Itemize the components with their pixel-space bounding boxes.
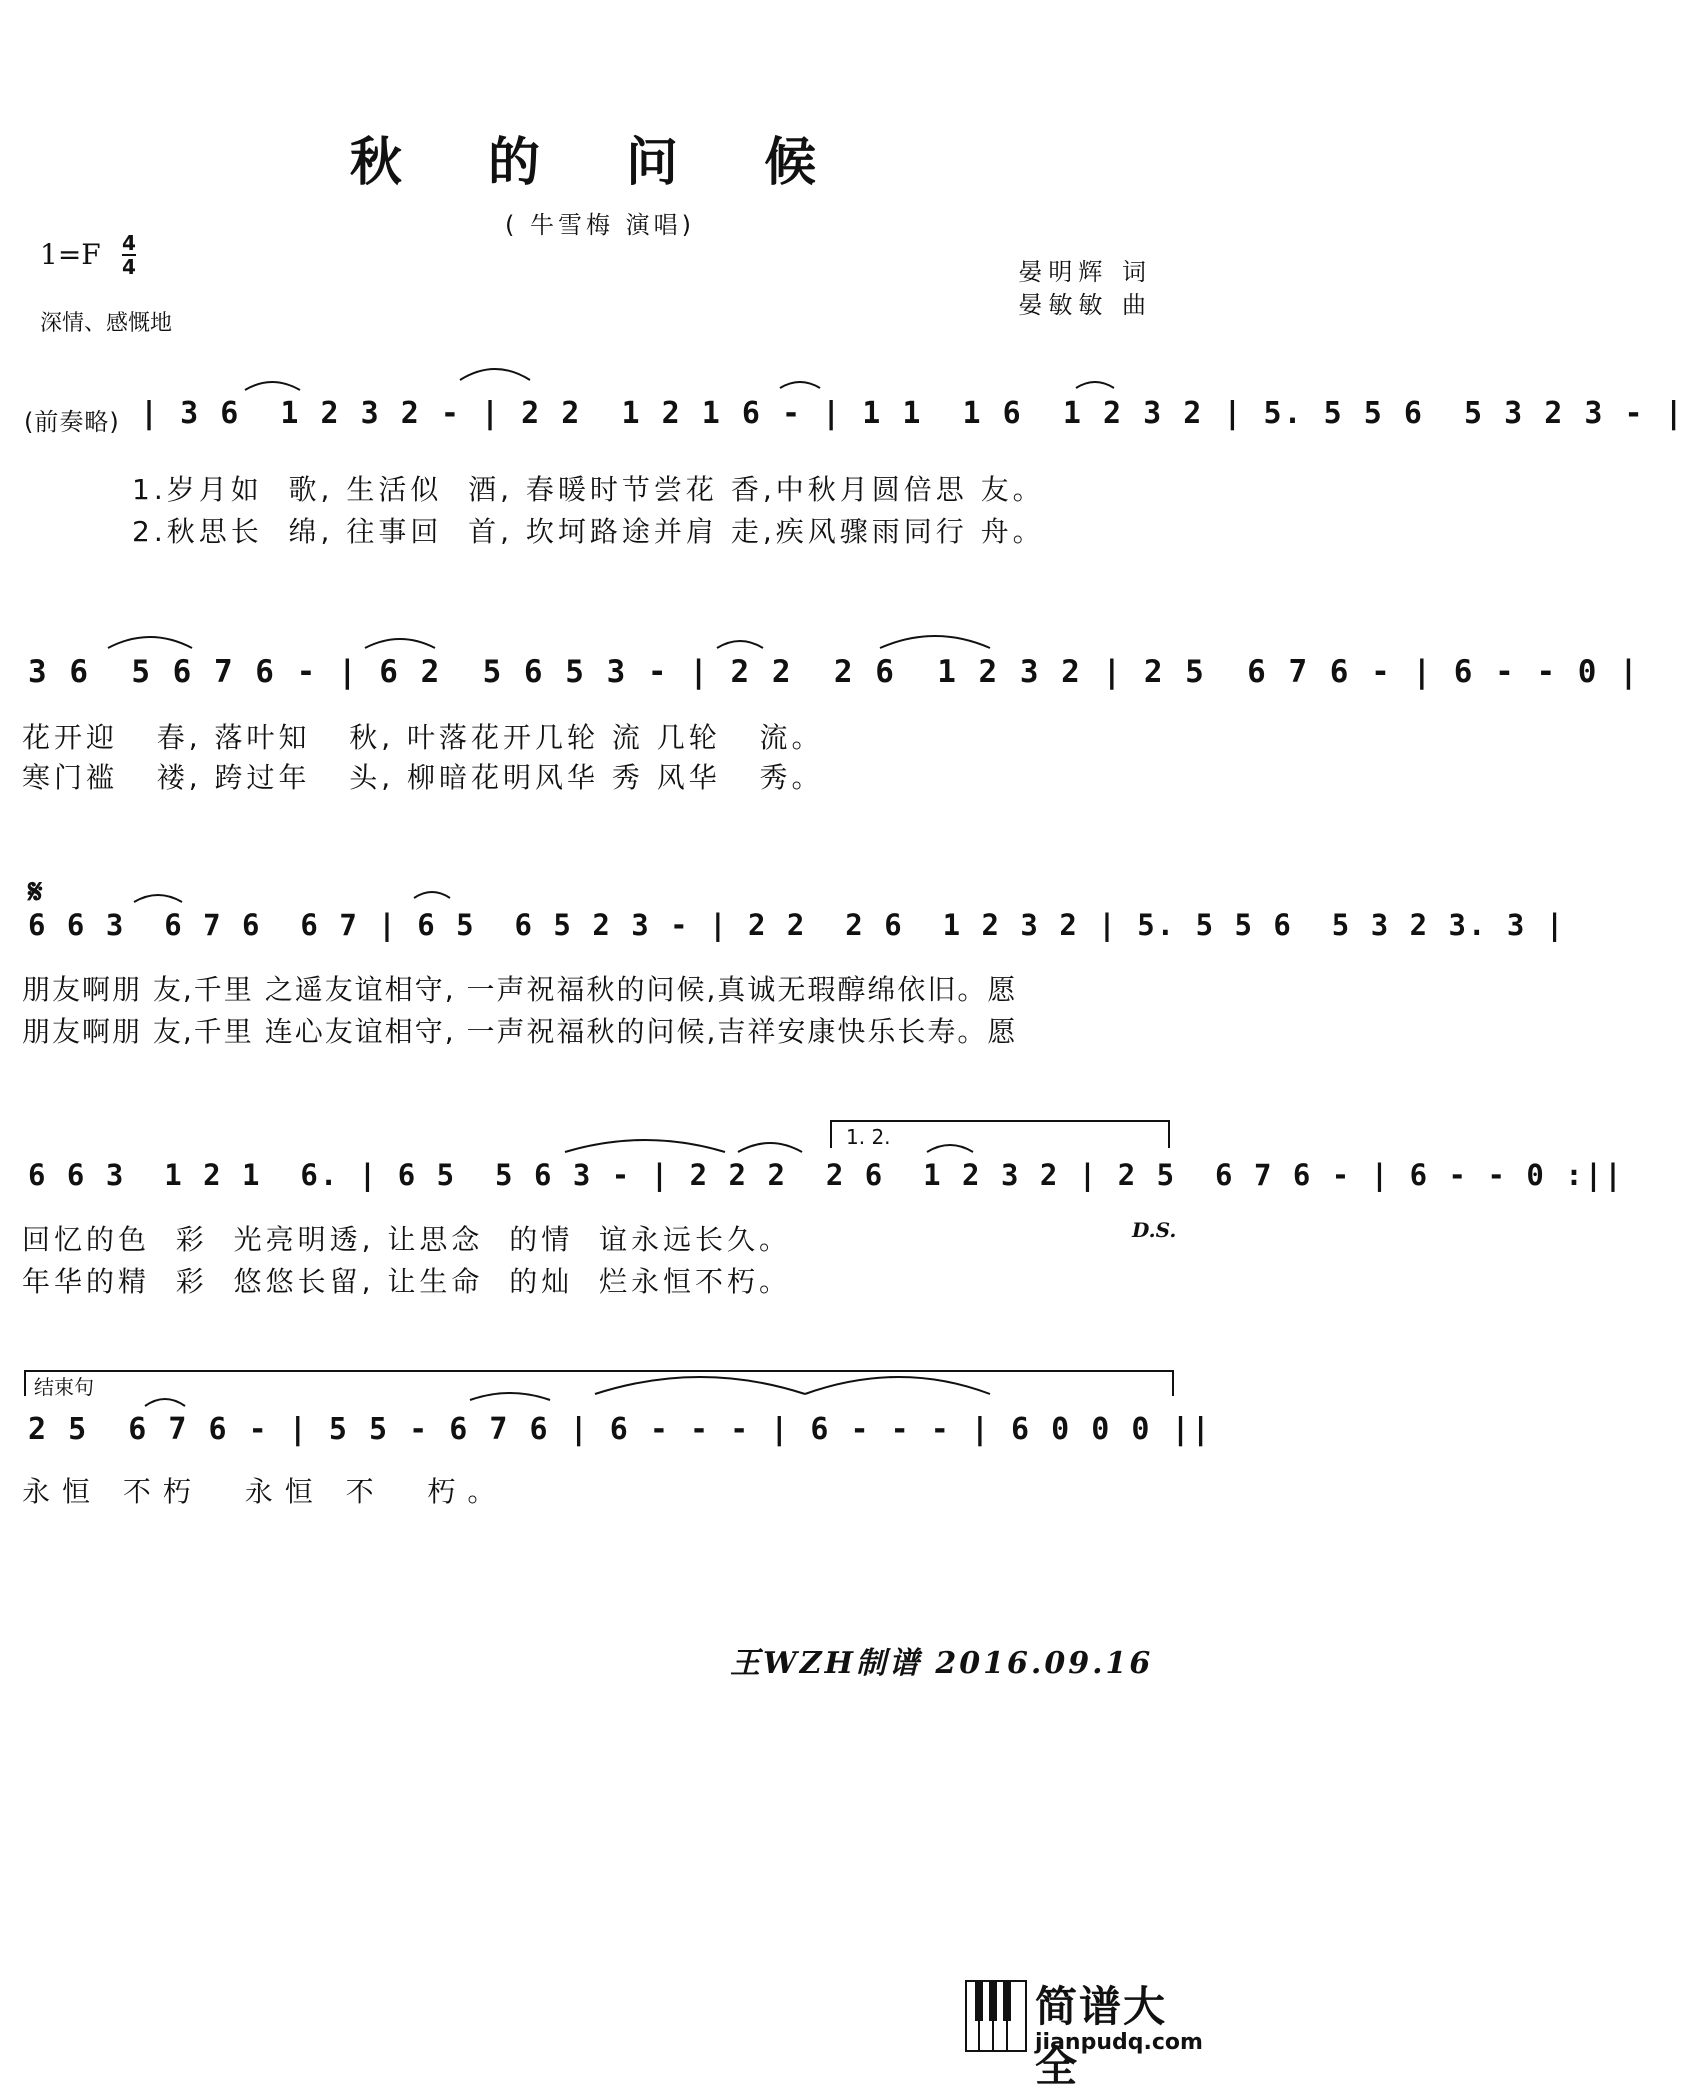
segno-sign: 𝄋 [28, 872, 43, 912]
ending-bracket: 结束句 [24, 1370, 1174, 1396]
tempo-mood: 深情、感慨地 [40, 311, 173, 336]
transcriber-signature: 王WZH制谱 2016.09.16 [730, 1646, 1154, 1681]
lyricist-credit: 晏明辉 词 [1018, 258, 1152, 286]
slur-mark [1076, 382, 1114, 388]
slur-mark [805, 1377, 990, 1394]
composer-credit: 晏敏敏 曲 [1018, 291, 1152, 319]
song-title: 秋 的 问 候 [349, 132, 851, 193]
slur-mark [880, 636, 990, 648]
slur-mark [245, 382, 300, 390]
notation-line-4: 6 6 3 1 2 1 6. | 6 5 5 6 3 - | 2 2 2 2 6 1 2 3 2 | 2 5 6 7 6 - | 6 - - 0 :|| [28, 1158, 1624, 1192]
lyric-line-3-verse-2: 朋友啊朋 友,千里 连心友谊相守, 一声祝福秋的问候,吉祥安康快乐长寿。愿 [22, 1015, 1018, 1048]
key-signature: 1=F [40, 238, 101, 271]
slur-mark [145, 1399, 185, 1406]
slur-mark [927, 1145, 973, 1152]
piano-keys-icon [965, 1980, 1027, 2052]
slur-mark [738, 1143, 802, 1152]
lyric-line-2-verse-2: 寒门褴 褛, 跨过年 头, 柳暗花明风华 秀 风华 秀。 [22, 761, 824, 794]
slur-mark [108, 637, 192, 648]
lyric-line-3-verse-1: 朋友啊朋 友,千里 之遥友谊相守, 一声祝福秋的问候,真诚无瑕醇绵依旧。愿 [22, 973, 1018, 1006]
time-signature-bottom: 4 [122, 255, 136, 279]
singer-credit: ( 牛雪梅 演唱) [505, 211, 695, 239]
slur-mark [460, 369, 530, 380]
slur-mark [365, 639, 435, 648]
time-signature-top: 4 [122, 231, 136, 255]
site-logo-url: jianpudq.com [1035, 2030, 1203, 2055]
lyric-line-1-verse-2: 2.秋思长 绵, 往事回 首, 坎坷路途并肩 走,疾风骤雨同行 舟。 [132, 515, 1045, 548]
lyric-line-4-verse-2: 年华的精 彩 悠悠长留, 让生命 的灿 烂永恒不朽。 [22, 1265, 792, 1298]
intro-label: (前奏略) [24, 408, 120, 436]
site-logo[interactable] [965, 1974, 1203, 2091]
volta-bracket: 1. 2. [830, 1120, 1170, 1148]
slur-mark [595, 1377, 805, 1394]
notation-line-1: | 3 6 1 2 3 2 - | 2 2 1 2 1 6 - | 1 1 1 6 1 2 3 2 | 5. 5 5 6 5 3 2 3 - | [140, 396, 1685, 431]
lyric-line-2-verse-1: 花开迎 春, 落叶知 秋, 叶落花开几轮 流 几轮 流。 [22, 721, 824, 754]
slur-mark [565, 1140, 725, 1152]
lyric-line-5: 永恒 不朽 永恒 不 朽。 [22, 1475, 508, 1508]
notation-line-3: 6 6 3 6 7 6 6 7 | 6 5 6 5 2 3 - | 2 2 2 6 1 2 3 2 | 5. 5 5 6 5 3 2 3. 3 | [28, 908, 1566, 942]
slur-mark [470, 1393, 550, 1400]
slur-mark [717, 641, 763, 648]
notation-line-5: 2 5 6 7 6 - | 5 5 - 6 7 6 | 6 - - - | 6 - - - | 6 0 0 0 || [28, 1412, 1212, 1447]
dal-segno-mark: D.S. [1132, 1218, 1177, 1242]
lyric-line-1-verse-1: 1.岁月如 歌, 生活似 酒, 春暖时节尝花 香,中秋月圆倍思 友。 [132, 473, 1045, 506]
slur-mark [414, 892, 450, 898]
notation-line-2: 3 6 5 6 7 6 - | 6 2 5 6 5 3 - | 2 2 2 6 1 2 3 2 | 2 5 6 7 6 - | 6 - - 0 | [28, 654, 1640, 690]
site-logo-name: 简谱大全 [1035, 1982, 1168, 2091]
slur-mark [134, 895, 182, 902]
slur-mark [780, 382, 820, 388]
lyric-line-4-verse-1: 回忆的色 彩 光亮明透, 让思念 的情 谊永远长久。 [22, 1223, 792, 1256]
